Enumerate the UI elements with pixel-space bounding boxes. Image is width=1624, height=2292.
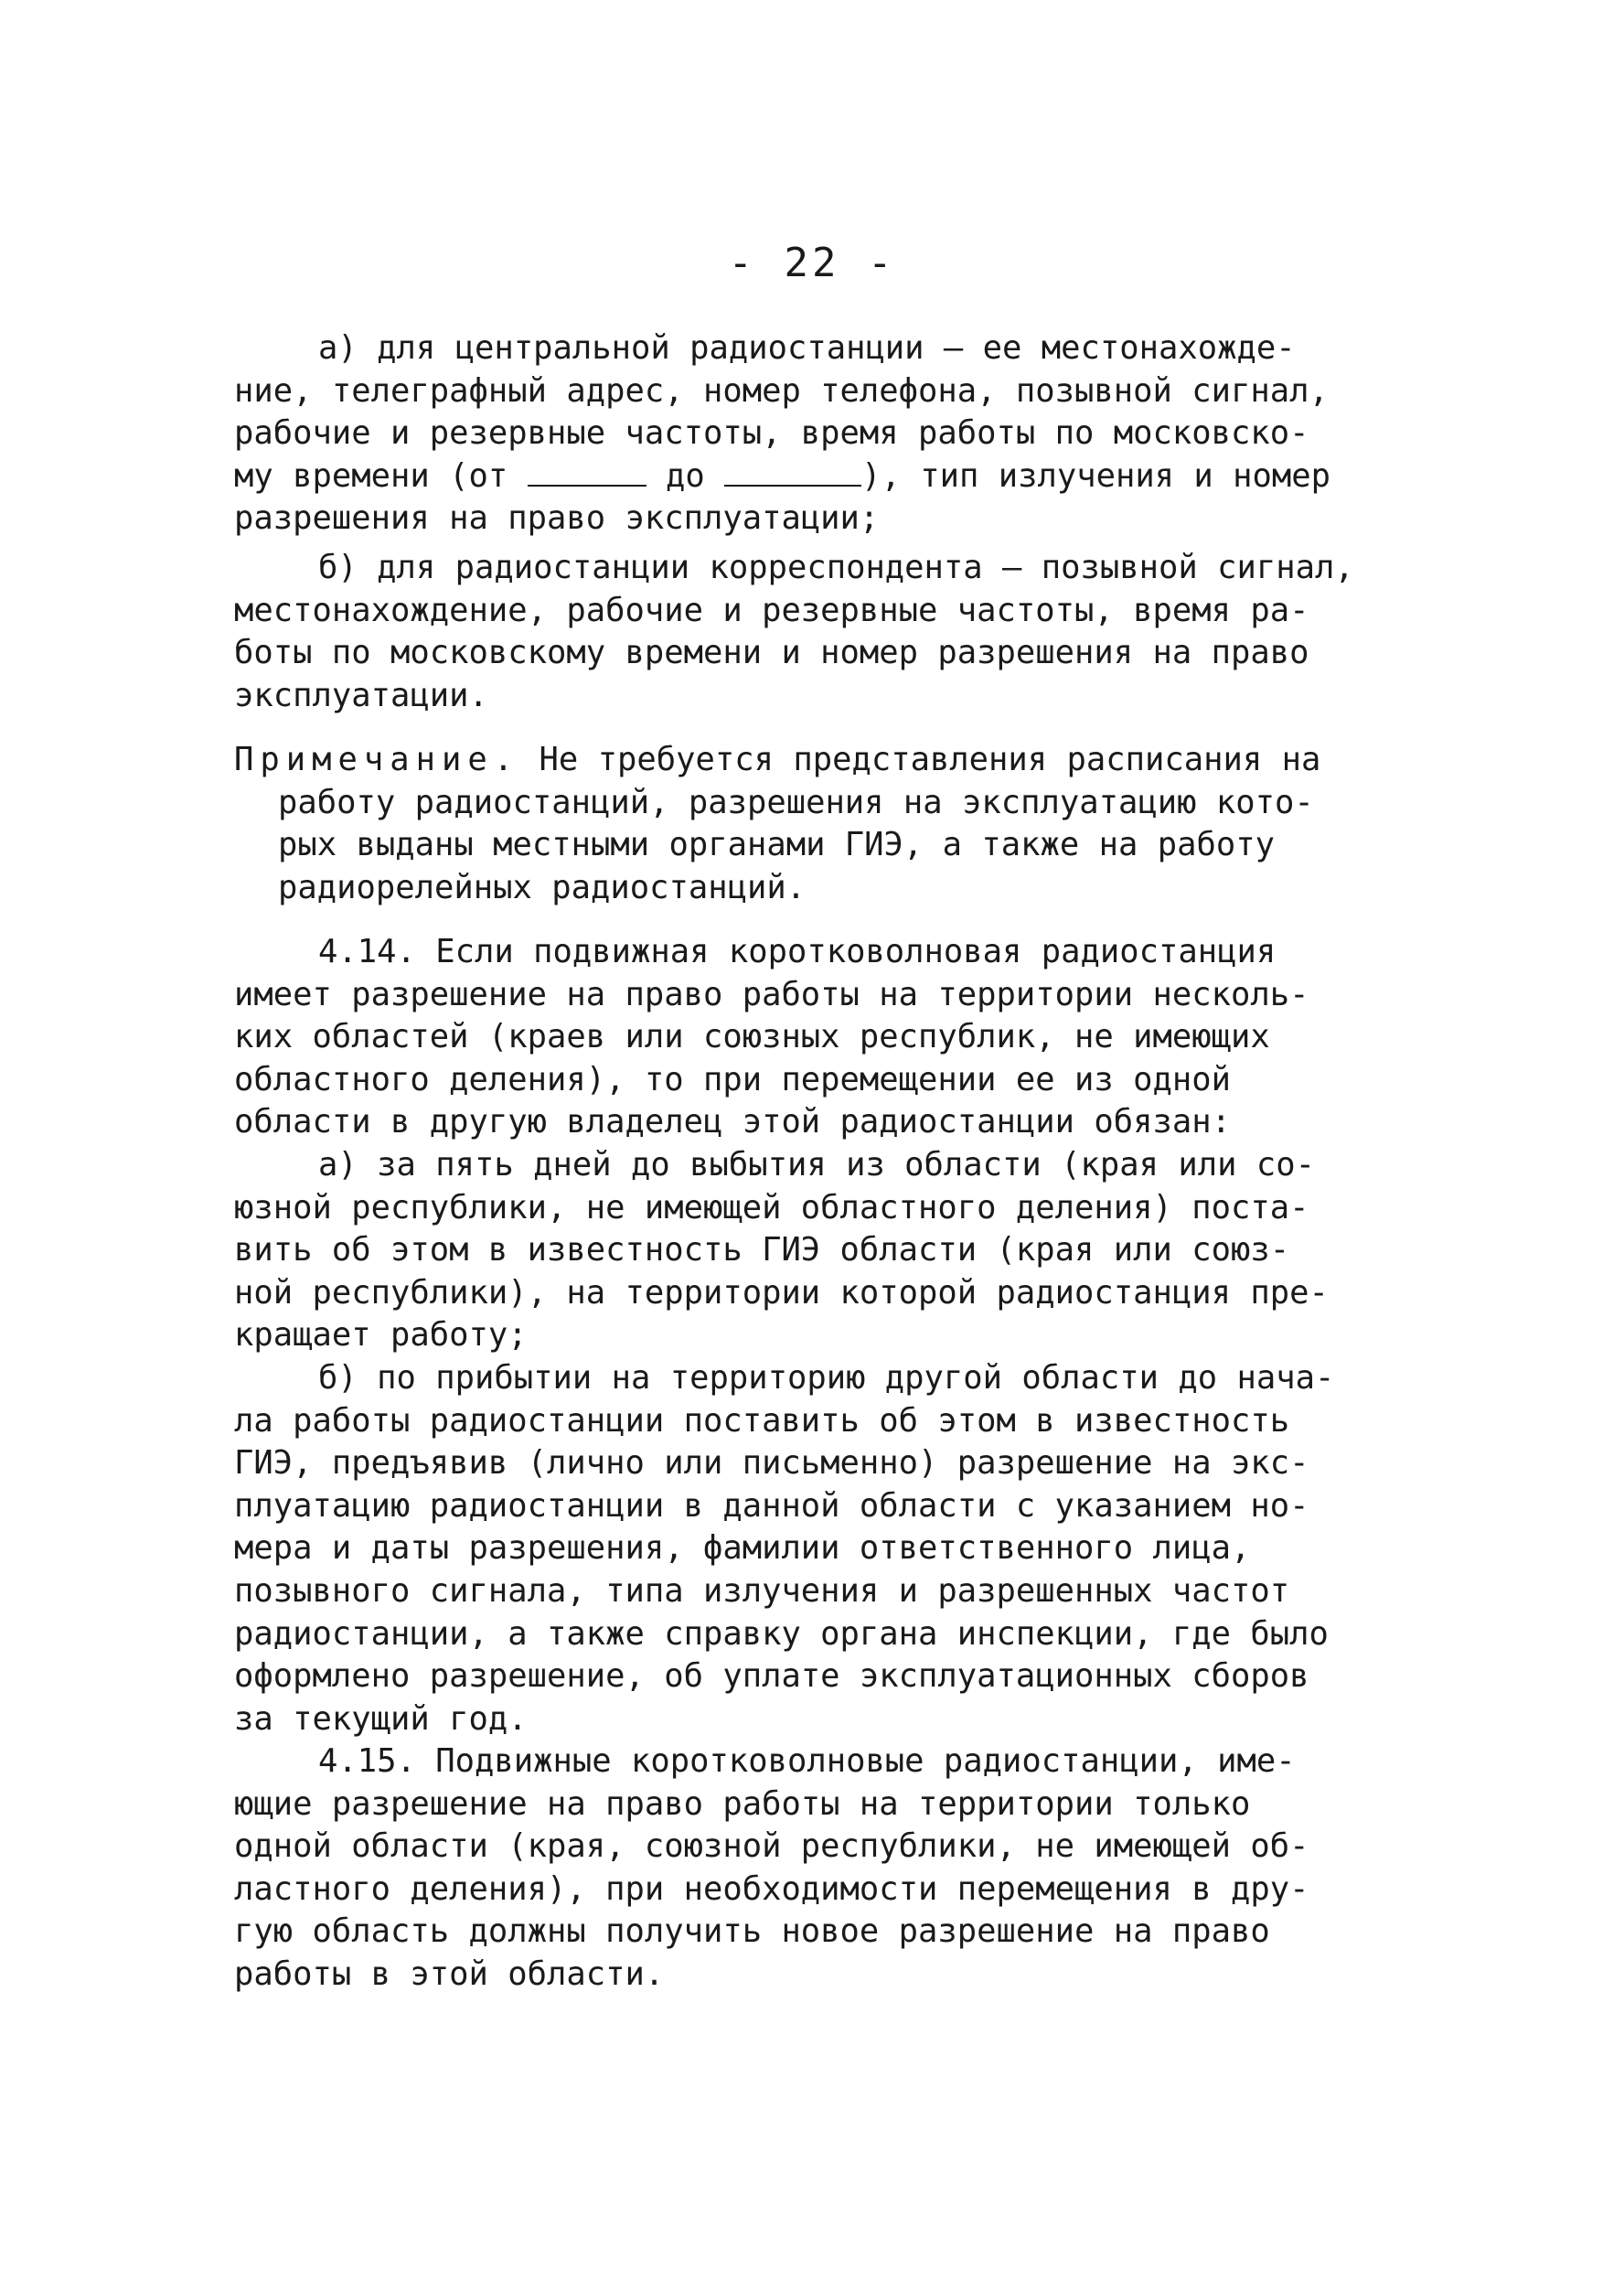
text-line: эксплуатации. [234, 676, 488, 714]
text-line: вить об этом в известность ГИЭ области (края или союз- [234, 1231, 1290, 1269]
text-line: 4.14. Если подвижная коротковолновая радиостанция [318, 933, 1277, 970]
text-line: боты по московскому времени и номер разрешения на право [234, 634, 1309, 672]
text-line: юзной республики, не имеющей областного деления) поста- [234, 1188, 1309, 1226]
note-label: Примечание. [234, 741, 520, 778]
text-line: ла работы радиостанции поставить об этом в известность [234, 1401, 1290, 1440]
text-line: радиостанции, а также справку органа инспекции, где было [234, 1614, 1329, 1653]
text-line: ластного деления), при необходимости перемещения в дру- [234, 1869, 1309, 1908]
text-line: ГИЭ, предъявив (лично или письменно) разрешение на экс- [234, 1444, 1309, 1483]
text-line: позывного сигнала, типа излучения и разрешенных частот [234, 1571, 1290, 1610]
text-line: а) за пять дней до выбытия из области (края или со- [318, 1145, 1316, 1183]
text-line: кращает работу; [234, 1316, 528, 1355]
blank-to-field [724, 459, 861, 487]
text-line: рых выданы местными органами ГИЭ, а также на работу [278, 826, 1276, 864]
text-line-with-blanks [234, 455, 1359, 498]
text-line: а) для центральной радиостанции — ее местонахожде- [318, 329, 1296, 367]
text-line: мера и даты разрешения, фамилии ответственного лица, [234, 1529, 1251, 1568]
note-first-line [234, 739, 1359, 782]
text-line: работу радиостанций, разрешения на эксплуатацию кото- [278, 783, 1314, 821]
text-line: гую область должны получить новое разрешение на право [234, 1912, 1270, 1951]
text-line: плуатацию радиостанции в данной области с указанием но- [234, 1486, 1309, 1525]
text-line: за текущий год. [234, 1699, 528, 1738]
item-a-central-station [234, 327, 1359, 541]
text-line: разрешения на право эксплуатации; [234, 499, 880, 538]
text-line: рабочие и резервные частоты, время работы по московско- [234, 414, 1309, 453]
text-line: местонахождение, рабочие и резервные частоты, время ра- [234, 591, 1309, 629]
note-block [234, 739, 1359, 909]
text-fragment: ), тип излучения и номер [861, 456, 1331, 495]
text-line: ной республики), на территории которой радиостанция пре- [234, 1273, 1329, 1312]
blank-from-field [528, 459, 646, 487]
text-fragment: до [646, 456, 725, 495]
text-fragment: Не требуется представления расписания на [519, 741, 1321, 778]
text-line: ние, телеграфный адрес, номер телефона, позывной сигнал, [234, 371, 1329, 410]
text-line: одной области (края, союзной республики, не имеющей об- [234, 1827, 1309, 1866]
text-line: радиорелейных радиостанций. [278, 868, 807, 906]
section-4-14 [234, 931, 1359, 1740]
text-line: работы в этой области. [234, 1955, 665, 1993]
text-line: ких областей (краев или союзных республик, не имеющих [234, 1018, 1270, 1056]
text-line: областного деления), то при перемещении ее из одной [234, 1060, 1232, 1098]
text-line: оформлено разрешение, об уплате эксплуатационных сборов [234, 1657, 1309, 1696]
text-line: области в другую владелец этой радиостанции обязан: [234, 1103, 1232, 1141]
text-line: имеет разрешение на право работы на территории несколь- [234, 975, 1309, 1013]
text-line: 4.15. Подвижные коротковолновые радиостанции, име- [318, 1742, 1296, 1780]
page-number: - 22 - [728, 240, 896, 286]
section-4-15 [234, 1740, 1359, 1997]
text-line: б) для радиостанции корреспондента — позывной сигнал, [318, 549, 1354, 586]
text-line: б) по прибытии на территорию другой области до нача- [318, 1358, 1335, 1397]
text-fragment: му времени (от [234, 456, 528, 495]
item-b-correspondent-station [234, 547, 1359, 717]
text-line: ющие разрешение на право работы на территории только [234, 1784, 1251, 1823]
